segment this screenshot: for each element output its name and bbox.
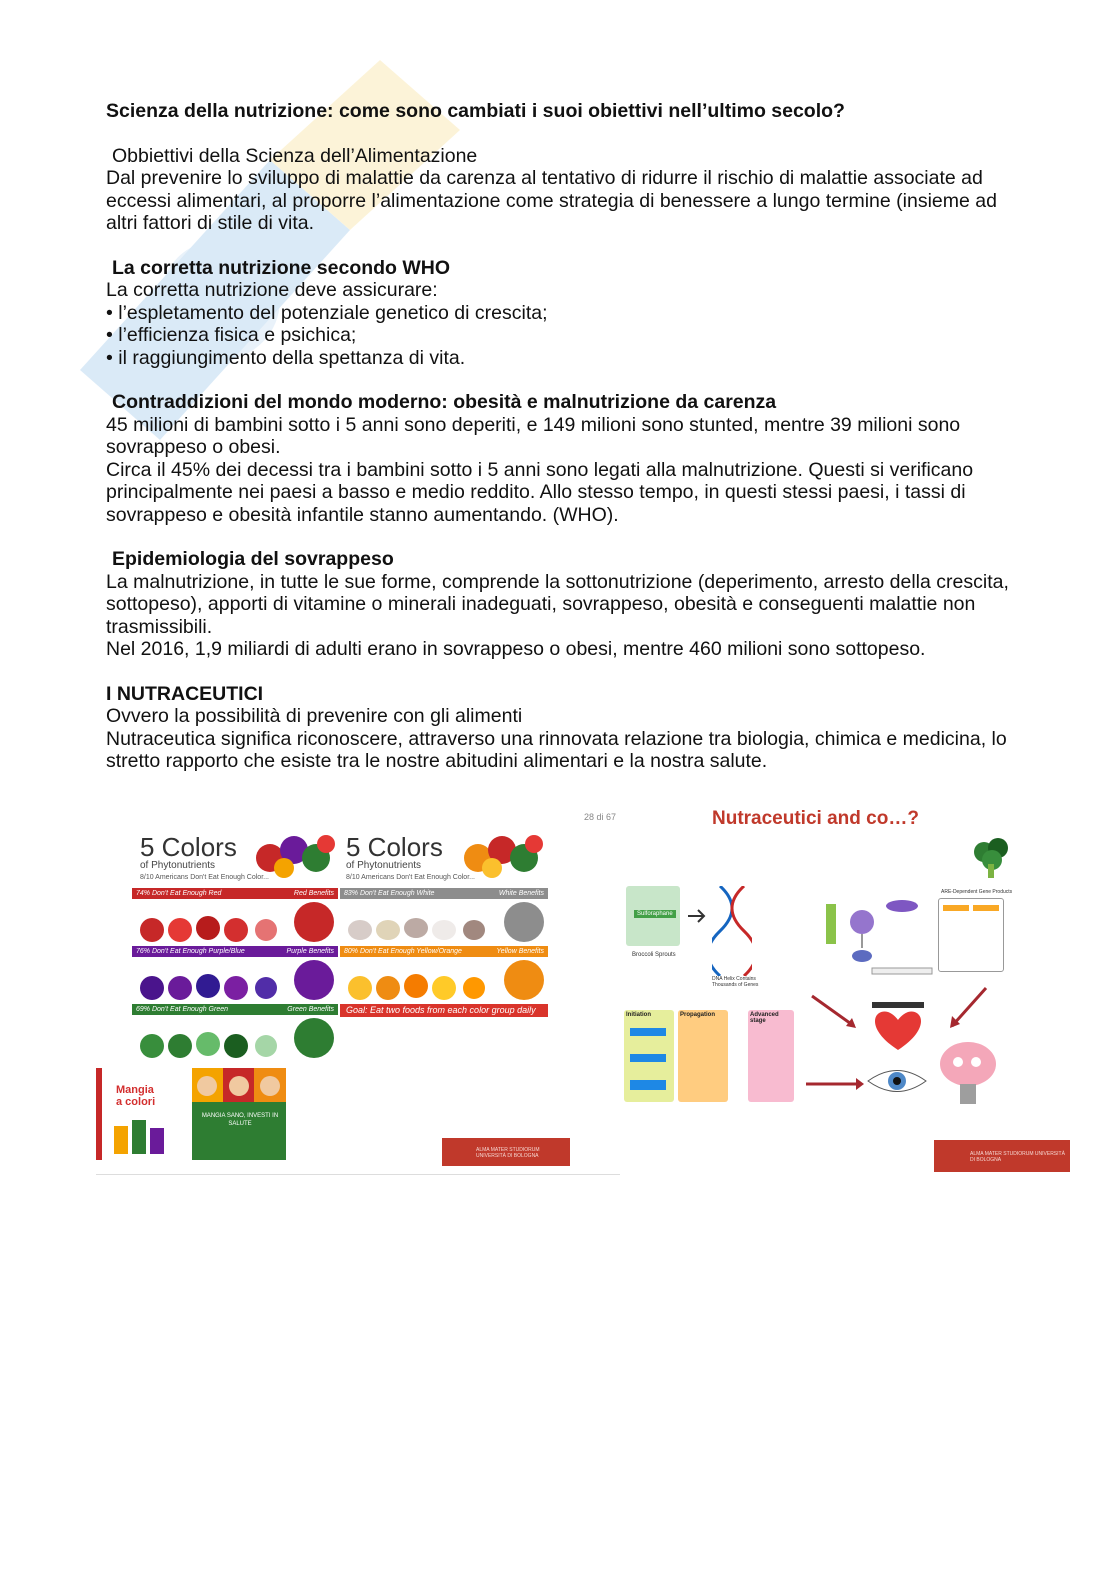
band-green: 69% Don't Eat Enough Green Green Benefits (132, 1004, 338, 1015)
section-heading: I NUTRACEUTICI (106, 682, 264, 705)
vegetables-image (250, 828, 338, 880)
red-foods-image (132, 900, 338, 944)
university-logo: ALMA MATER STUDIORUM UNIVERSITÀ DI BOLOGNA (442, 1138, 570, 1166)
panel-title: 5 Colors (140, 832, 237, 862)
arrow-icon (686, 896, 710, 936)
panel-subtitle: of Phytonutrients (140, 860, 216, 871)
label-broccoli: Broccoli Sprouts (632, 952, 676, 958)
slide-nutraceutici (620, 800, 1080, 1180)
paragraph: Ovvero la possibilità di prevenire con gli alimenti (106, 705, 523, 727)
pathway-diagram (822, 886, 942, 976)
section-heading: La corretta nutrizione secondo WHO (112, 256, 451, 279)
panel-title: 5 Colors (346, 832, 443, 862)
document-title: Scienza della nutrizione: come sono cambiati i suoi obiettivi nell’ultimo secolo? (106, 100, 845, 122)
bullet-item: • l’espletamento del potenziale genetico di crescita; (106, 301, 548, 324)
band-purple: 76% Don't Eat Enough Purple/Blue Purple Benefits (132, 946, 338, 957)
eye-icon (866, 1066, 928, 1096)
white-foods-image (340, 900, 548, 944)
band-red: 74% Don't Eat Enough Red Red Benefits (132, 888, 338, 899)
heart-icon (868, 996, 928, 1054)
book-cover: Mangia a colori (96, 1068, 176, 1160)
section-heading: Obbiettivi della Scienza dell’Alimentazione (112, 144, 478, 167)
brain-icon (936, 1036, 1000, 1108)
university-logo: ALMA MATER STUDIORUM UNIVERSITÀ DI BOLOGNA (934, 1140, 1070, 1172)
purple-foods-image (132, 958, 338, 1002)
health-poster: MANGIA SANO, INVESTI IN SALUTE (192, 1068, 286, 1160)
band-yellow: 80% Don't Eat Enough Yellow/Orange Yellow Benefits (340, 946, 548, 957)
yellow-foods-image (340, 958, 548, 1002)
bullet-item: • il raggiungimento della spettanza di vita. (106, 346, 466, 369)
label-dna: DNA Helix Contains Thousands of Genes (712, 976, 759, 988)
green-foods-image (132, 1016, 338, 1060)
section-heading: Epidemiologia del sovrappeso (112, 548, 394, 570)
colors-panel-right (340, 828, 548, 1018)
stage-advanced: Advanced stage (748, 1010, 794, 1102)
page-counter: 28 di 67 (583, 812, 616, 822)
colors-panel-left (132, 828, 338, 1060)
goal-banner: Goal: Eat two foods from each color group daily (340, 1004, 548, 1017)
section-heading: Contraddizioni del mondo moderno: obesità e malnutrizione da carenza (112, 391, 777, 413)
stage-propagation: Propagation (678, 1010, 728, 1102)
broccoli-sprouts-image: Sulforaphane (626, 886, 680, 946)
paragraph: Dal prevenire lo sviluppo di malattie da carenza al tentativo di ridurre il rischio di malattie associate ad eccessi alimentari, al proporre l’alimentazione come strategia di benessere a lungo termine (insieme ad altri fattori di stile di vita. (106, 167, 997, 234)
band-white: 83% Don't Eat Enough White White Benefits (340, 888, 548, 899)
broccoli-image (970, 836, 1014, 880)
stage-initiation: Initiation (624, 1010, 674, 1102)
bullet-item: • l’efficienza fisica e psichica; (106, 324, 357, 346)
are-gene-products-table: ARE-Dependent Gene Products (938, 898, 1004, 972)
paragraph: 45 milioni di bambini sotto i 5 anni sono deperiti, e 149 milioni sono stunted, mentre 39 milioni sono sovrappeso o obesi. (106, 413, 961, 458)
slide-title: Nutraceutici and co…? (712, 808, 919, 829)
slide-five-colors (96, 812, 620, 1175)
paragraph: Nutraceutica significa riconoscere, attraverso una rinnovata relazione tra biologia, chimica e medicina, lo stretto rapporto che esiste tra le nostre abitudini alimentari e la nostra salute. (106, 727, 1007, 772)
vegetables-image (458, 828, 546, 880)
paragraph: La corretta nutrizione deve assicurare: (106, 279, 438, 301)
panel-subtitle: of Phytonutrients (346, 860, 422, 871)
paragraph: Nel 2016, 1,9 miliardi di adulti erano in sovrappeso o obesi, mentre 460 milioni sono sottopeso. (106, 638, 926, 660)
paragraph: La malnutrizione, in tutte le sue forme, comprende la sottonutrizione (deperimento, arresto della crescita, sottopeso), apporti di vitamine o minerali inadeguati, sovrappeso, obesità e conseguenti malattie non trasmissibili. (106, 570, 1009, 638)
document-body (106, 100, 1026, 773)
panel-caption: 8/10 Americans Don't Eat Enough Color... (346, 874, 475, 881)
paragraph: Circa il 45% dei decessi tra i bambini sotto i 5 anni sono legati alla malnutrizione. Questi si verificano principalmente nei paesi a basso e medio reddito. Allo stesso tempo, in questi stessi paesi, i tassi di sovrappeso e obesità infantile stanno aumentando. (WHO). (106, 458, 974, 526)
dna-helix-image (712, 886, 752, 976)
panel-caption: 8/10 Americans Don't Eat Enough Color... (140, 874, 269, 881)
